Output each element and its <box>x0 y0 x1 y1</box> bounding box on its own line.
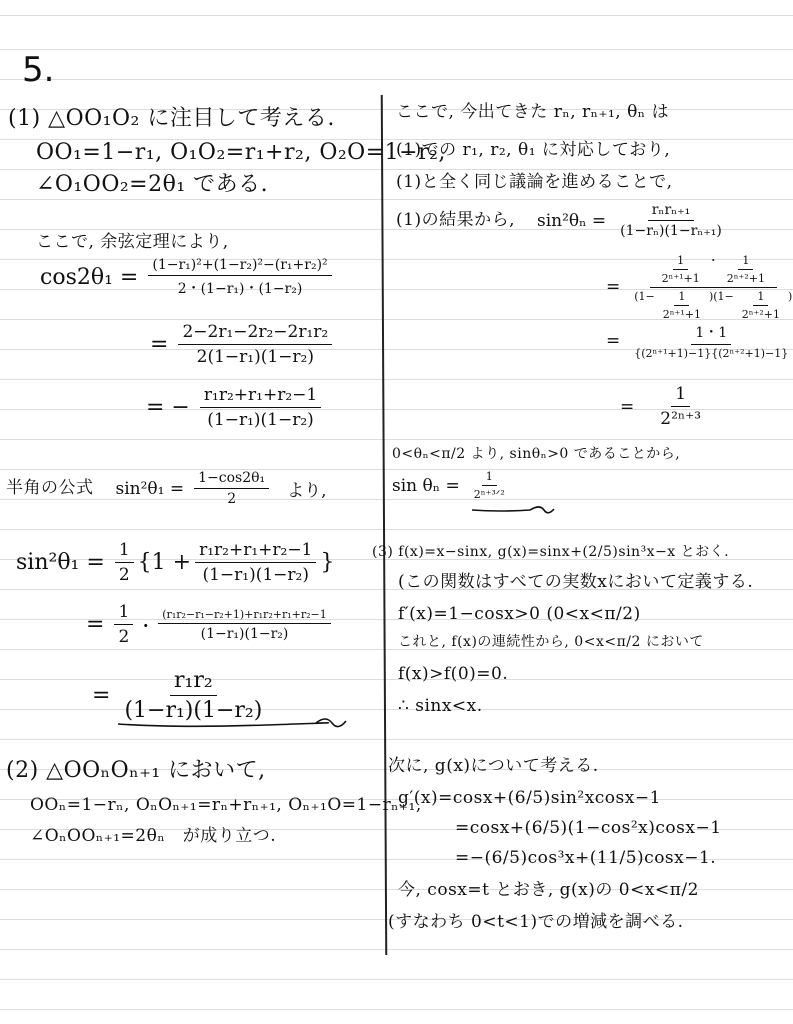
sin-n-equation-2 <box>606 252 793 321</box>
half-angle-tail: より, <box>287 481 327 501</box>
g-line-2: g′(x)=cosx+(6/5)sin²xcosx−1 <box>398 788 661 808</box>
equals-sign: = <box>86 612 105 637</box>
half-angle-label: 半角の公式 <box>6 478 94 499</box>
multiply-dot: ・ <box>707 254 719 267</box>
sin-n-denominator-1: (1−rₙ)(1−rₙ₊₁) <box>620 223 722 239</box>
right-line-1: ここで, 今出てきた rₙ, rₙ₊₁, θₙ は <box>396 102 670 122</box>
sin-n-denominator-3: {(2ⁿ⁺¹+1)−1}{(2ⁿ⁺²+1)−1} <box>634 347 789 360</box>
den-right-paren: ) <box>787 290 793 303</box>
sin-n-numerator-1: rₙrₙ₊₁ <box>648 202 695 221</box>
sin-denominator-3: (1−r₁)(1−r₂) <box>124 698 263 723</box>
part2-heading: (2) △OOₙOₙ₊₁ において, <box>6 758 266 783</box>
cos-numerator-3: r₁r₂+r₁+r₂−1 <box>200 385 321 408</box>
sin-n-equation-3 <box>606 322 793 360</box>
cos-equation-3 <box>146 385 325 430</box>
sin-n-equation-4 <box>620 384 709 429</box>
cos-fraction-1 <box>148 257 331 298</box>
g-line-3: =cosx+(6/5)(1−cos²x)cosx−1 <box>455 818 722 838</box>
sin-equation-1 <box>16 540 334 585</box>
cos-lhs: cos2θ₁ = <box>40 265 139 290</box>
r-n1-numerator: 1 <box>738 254 753 270</box>
sin-n-fraction-2 <box>630 252 793 321</box>
one-half-denominator: 2 <box>118 565 130 585</box>
one-half-fraction-2 <box>114 602 133 647</box>
equals-sign: = <box>606 331 621 351</box>
equals-sign: = <box>150 332 169 357</box>
cos-fraction-2 <box>178 322 332 367</box>
den-r-n-value <box>659 290 705 321</box>
brace-close: } <box>320 550 335 575</box>
part2-angle: ∠OₙOOₙ₊₁=2θₙ が成り立つ. <box>30 826 277 846</box>
den-r-n-denominator: 2ⁿ⁺¹+1 <box>662 308 701 321</box>
part1-angle: ∠O₁OO₂=2θ₁ である. <box>36 172 269 197</box>
one-half-fraction <box>115 540 134 585</box>
half-angle-denominator: 2 <box>227 491 237 507</box>
part3-line-6: ∴ sinx<x. <box>398 696 483 716</box>
g-line-6: (すなわち 0<t<1)での増減を調べる. <box>388 912 684 932</box>
half-angle-formula <box>6 470 327 507</box>
den-mid-paren: )(1− <box>708 290 734 303</box>
equals-sign: = <box>606 276 621 297</box>
part3-line-4: これと, f(x)の連続性から, 0<x<π/2 において <box>398 634 704 650</box>
theta-condition: 0<θₙ<π/2 より, sinθₙ>0 であることから, <box>392 446 681 462</box>
cos-equation-2 <box>150 322 336 367</box>
den-r-n-numerator: 1 <box>674 290 689 306</box>
cos-denominator-3: (1−r₁)(1−r₂) <box>207 410 314 430</box>
right-line-2: (1)での r₁, r₂, θ₁ に対応しており, <box>396 140 671 160</box>
sin-n-fraction-3 <box>630 322 792 360</box>
sin-numerator-2: (r₁r₂−r₁−r₂+1)+r₁r₂+r₁+r₂−1 <box>158 608 330 624</box>
equals-sign: = <box>620 396 635 417</box>
r-n1-value <box>723 254 769 285</box>
sin-fraction-1 <box>195 540 316 585</box>
r-n1-denominator: 2ⁿ⁺²+1 <box>726 272 765 285</box>
sin-equation-2 <box>86 602 335 647</box>
sin-n-equation-1 <box>396 202 730 239</box>
den-r-n1-value <box>738 290 784 321</box>
part3-line-3: f′(x)=1−cosx>0 (0<x<π/2) <box>398 604 641 624</box>
r-n-value <box>658 254 704 285</box>
cos-denominator-2: 2(1−r₁)(1−r₂) <box>196 347 314 367</box>
sin-n-denominator-2 <box>630 288 793 321</box>
sin-n-final-fraction <box>470 470 509 501</box>
sin-n-fraction-1 <box>616 202 726 239</box>
den-r-n1-numerator: 1 <box>753 290 768 306</box>
part1-heading: (1) △OO₁O₂ に注目して考える. <box>8 106 335 131</box>
brace-open: {1 + <box>137 550 192 575</box>
answer-underline-2 <box>470 502 570 518</box>
equals-sign: = <box>92 683 111 708</box>
right-line-4: (1)の結果から, <box>396 210 515 231</box>
cos-fraction-3 <box>200 385 321 430</box>
sin-denominator-1: (1−r₁)(1−r₂) <box>202 565 309 585</box>
one-half-numerator: 1 <box>115 540 134 563</box>
sin-n-numerator-3: 1・1 <box>691 322 731 345</box>
sin-n-denominator-4: 2²ⁿ⁺³ <box>660 409 702 429</box>
one-half-denominator-2: 2 <box>118 627 130 647</box>
column-divider <box>381 95 388 955</box>
answer-underline-1 <box>116 712 356 732</box>
problem-number: 5. <box>22 50 55 90</box>
sin-numerator-1: r₁r₂+r₁+r₂−1 <box>195 540 316 563</box>
multiply-dot: ・ <box>137 617 155 637</box>
sin-n-fraction-4 <box>656 384 705 429</box>
cos-denominator-1: 2・(1−r₁)・(1−r₂) <box>177 281 303 297</box>
one-half-numerator-2: 1 <box>114 602 133 625</box>
cosine-rule-intro: ここで, 余弦定理により, <box>36 232 229 252</box>
sin-n-lhs: sin²θₙ = <box>536 210 607 231</box>
half-angle-lhs: sin²θ₁ = <box>115 478 185 499</box>
part1-lengths: OO₁=1−r₁, O₁O₂=r₁+r₂, O₂O=1−r₂, <box>36 140 446 165</box>
cos-numerator-1: (1−r₁)²+(1−r₂)²−(r₁+r₂)² <box>148 257 331 276</box>
part3-line-2: (この関数はすべての実数xにおいて定義する. <box>398 572 754 592</box>
g-line-4: =−(6/5)cos³x+(11/5)cosx−1. <box>455 848 717 868</box>
den-left-paren: (1− <box>634 290 655 303</box>
part3-line-5: f(x)>f(0)=0. <box>398 664 509 684</box>
cos-numerator-2: 2−2r₁−2r₂−2r₁r₂ <box>178 322 332 345</box>
sin-denominator-2: (1−r₁)(1−r₂) <box>200 625 289 642</box>
sin-n-numerator-4: 1 <box>671 384 690 407</box>
right-line-3: (1)と全く同じ議論を進めることで, <box>396 172 673 192</box>
part2-lengths: OOₙ=1−rₙ, OₙOₙ₊₁=rₙ+rₙ₊₁, Oₙ₊₁O=1−rₙ₊₁, <box>30 795 422 815</box>
cos-equation-1 <box>40 257 336 298</box>
r-n-denominator: 2ⁿ⁺¹+1 <box>661 272 700 285</box>
equals-negative-sign: = − <box>146 395 190 420</box>
sin-n-final-lhs: sin θₙ = <box>392 475 460 496</box>
sin-numerator-3: r₁r₂ <box>170 668 217 696</box>
half-angle-numerator: 1−cos2θ₁ <box>194 470 269 489</box>
sin-n-numerator-2 <box>650 252 777 288</box>
sin-n-final-equation <box>392 470 513 501</box>
part3-line-1: (3) f(x)=x−sinx, g(x)=sinx+(2/5)sin³x−x とおく. <box>372 544 730 560</box>
g-line-5: 今, cosx=t とおき, g(x)の 0<x<π/2 <box>398 880 699 900</box>
r-n-numerator: 1 <box>673 254 688 270</box>
sin-fraction-2 <box>158 608 330 642</box>
sin-n-final-denominator: 2ⁿ⁺³ᐟ² <box>473 488 505 501</box>
g-line-1: 次に, g(x)について考える. <box>388 756 599 776</box>
den-r-n1-denominator: 2ⁿ⁺²+1 <box>741 308 780 321</box>
sin-n-final-numerator: 1 <box>482 470 497 486</box>
half-angle-fraction <box>194 470 269 507</box>
sin-lhs: sin²θ₁ = <box>16 550 105 575</box>
